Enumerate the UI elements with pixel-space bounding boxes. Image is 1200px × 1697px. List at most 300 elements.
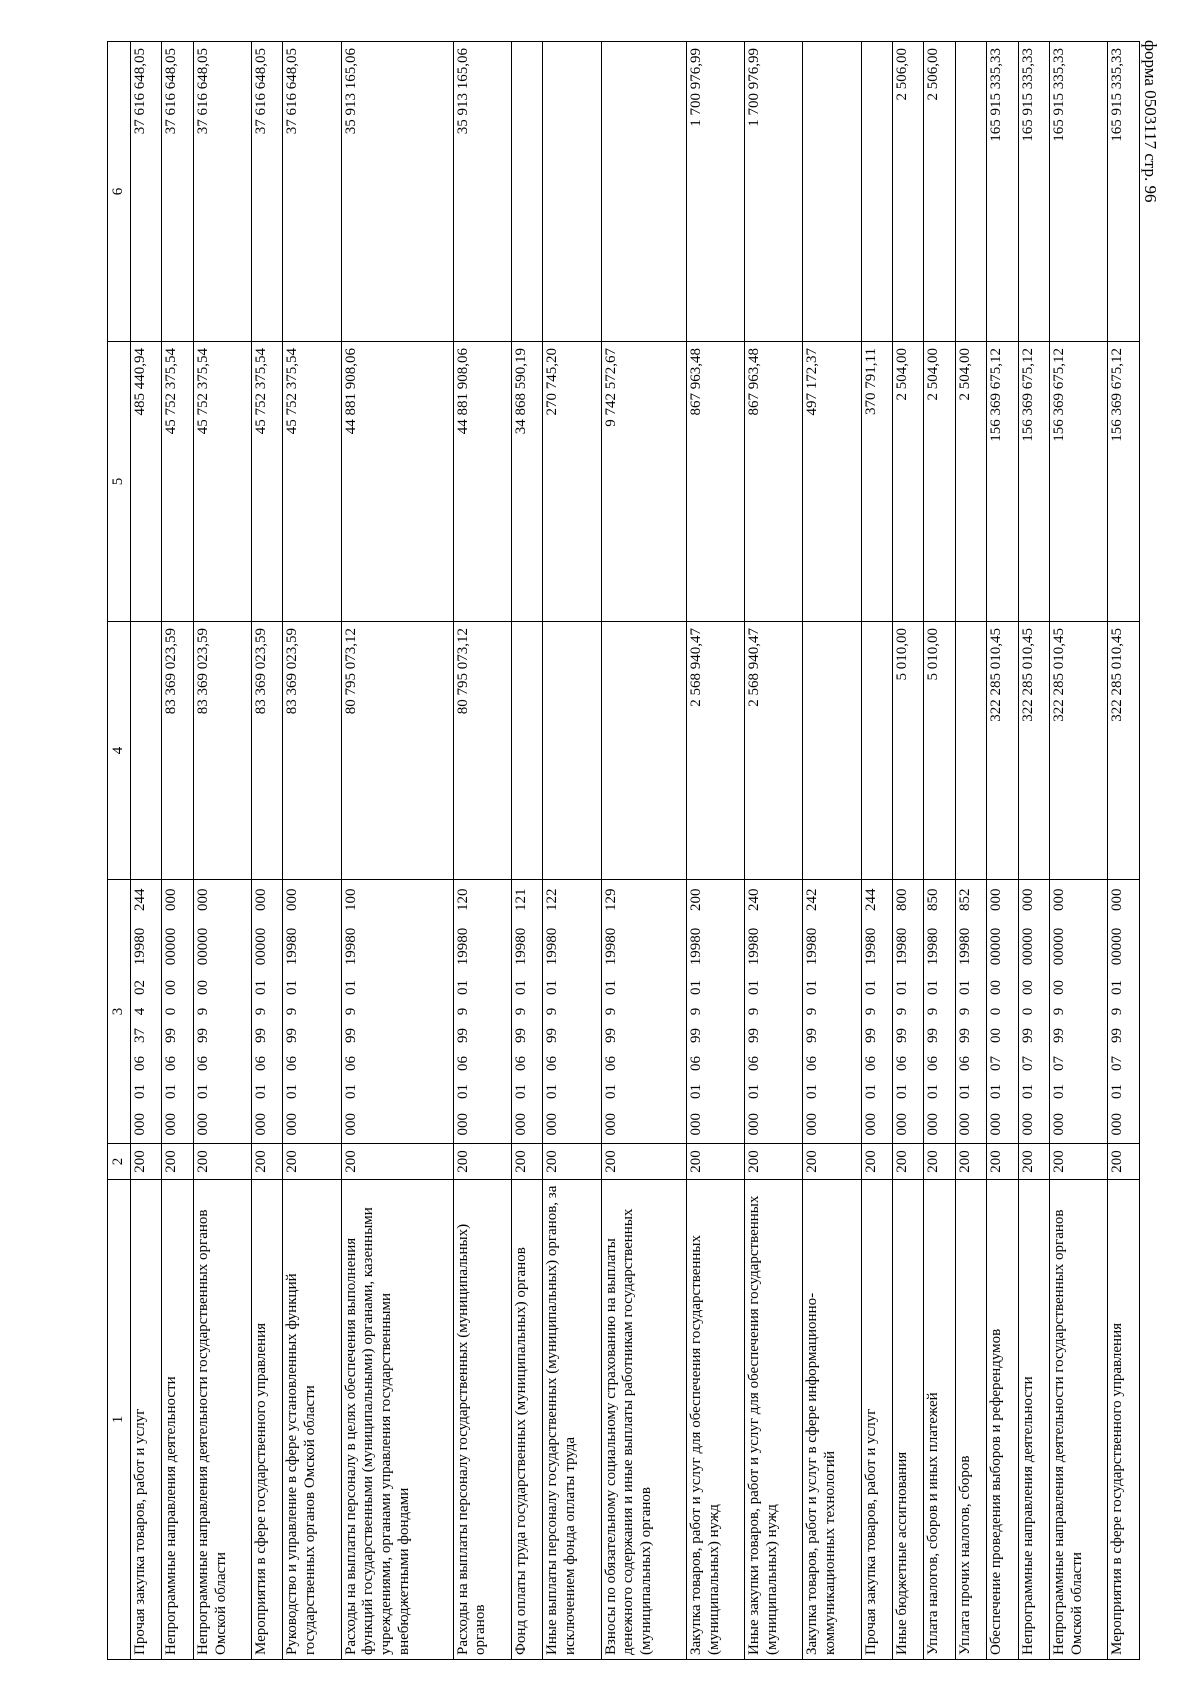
row-executed-amount: 270 745,20 bbox=[543, 342, 601, 622]
row-budget-code-part: 01 bbox=[283, 974, 341, 1002]
table-row bbox=[543, 42, 601, 1660]
row-unexecuted-amount: 165 915 335,33 bbox=[1050, 42, 1108, 342]
row-budget-code-part: 000 bbox=[341, 1106, 453, 1144]
row-executed-amount: 485 440,94 bbox=[131, 342, 162, 622]
row-unexecuted-amount bbox=[861, 42, 892, 342]
row-executed-amount: 156 369 675,12 bbox=[1108, 342, 1140, 622]
row-name: Непрограммные направления деятельности государственных органов Омской области bbox=[193, 1180, 251, 1660]
row-budget-code-part: 9 bbox=[861, 1002, 892, 1022]
row-name: Закупка товаров, работ и услуг в сфере информационно-коммуникационных технологий bbox=[803, 1180, 861, 1660]
row-budget-code-part: 99 bbox=[283, 1022, 341, 1050]
row-unexecuted-amount: 2 506,00 bbox=[893, 42, 924, 342]
row-budget-code-part: 19980 bbox=[803, 920, 861, 974]
row-budget-code-part: 242 bbox=[803, 880, 861, 920]
table-row bbox=[1108, 42, 1140, 1660]
row-budget-code-part: 06 bbox=[924, 1050, 955, 1078]
table-row bbox=[1050, 42, 1108, 1660]
row-unexecuted-amount bbox=[955, 42, 986, 342]
row-budget-code-part: 99 bbox=[803, 1022, 861, 1050]
row-name: Непрограммные направления деятельности bbox=[1018, 1180, 1049, 1660]
row-budget-code-part: 99 bbox=[341, 1022, 453, 1050]
row-name: Иные закупки товаров, работ и услуг для обеспечения государственных (муниципальных) нужд bbox=[745, 1180, 803, 1660]
row-budget-code-part: 129 bbox=[601, 880, 686, 920]
col-header-3: 3 bbox=[108, 880, 131, 1144]
row-executed-amount: 44 881 908,06 bbox=[341, 342, 453, 622]
row-budget-code-part: 120 bbox=[453, 880, 511, 920]
row-budget-code-part: 06 bbox=[955, 1050, 986, 1078]
row-budget-code-part: 99 bbox=[1050, 1022, 1108, 1050]
row-name: Обеспечение проведения выборов и референдумов bbox=[987, 1180, 1018, 1660]
row-name: Уплата прочих налогов, сборов bbox=[955, 1180, 986, 1660]
row-budget-code-part: 01 bbox=[955, 1078, 986, 1106]
row-executed-amount: 497 172,37 bbox=[803, 342, 861, 622]
row-budget-code-part: 19980 bbox=[512, 920, 543, 974]
page-label: форма 0503117 стр. 96 bbox=[1141, 40, 1160, 203]
row-budget-code-part: 01 bbox=[955, 974, 986, 1002]
row-budget-code-part: 19980 bbox=[453, 920, 511, 974]
row-budget-code-part: 00 bbox=[1050, 974, 1108, 1002]
row-budget-code-part: 06 bbox=[601, 1050, 686, 1078]
row-line-code: 200 bbox=[1108, 1144, 1140, 1180]
table-row bbox=[252, 42, 283, 1660]
row-line-code: 200 bbox=[341, 1144, 453, 1180]
row-budget-code-part: 01 bbox=[453, 1078, 511, 1106]
row-budget-code-part: 01 bbox=[193, 1078, 251, 1106]
row-budget-code-part: 06 bbox=[512, 1050, 543, 1078]
row-approved-amount: 80 795 073,12 bbox=[453, 622, 511, 880]
row-executed-amount: 867 963,48 bbox=[686, 342, 744, 622]
table-row bbox=[924, 42, 955, 1660]
row-approved-amount bbox=[803, 622, 861, 880]
row-line-code: 200 bbox=[601, 1144, 686, 1180]
row-budget-code-part: 06 bbox=[543, 1050, 601, 1078]
row-name: Уплата налогов, сборов и иных платежей bbox=[924, 1180, 955, 1660]
row-budget-code-part: 06 bbox=[861, 1050, 892, 1078]
row-budget-code-part: 00000 bbox=[1108, 920, 1140, 974]
row-budget-code-part: 19980 bbox=[924, 920, 955, 974]
row-budget-code-part: 00 bbox=[987, 974, 1018, 1002]
row-budget-code-part: 01 bbox=[162, 1078, 193, 1106]
col-header-5: 5 bbox=[108, 342, 131, 622]
row-budget-code-part: 01 bbox=[543, 1078, 601, 1106]
row-budget-code-part: 99 bbox=[543, 1022, 601, 1050]
row-budget-code-part: 9 bbox=[453, 1002, 511, 1022]
row-budget-code-part: 06 bbox=[803, 1050, 861, 1078]
row-budget-code-part: 000 bbox=[193, 1106, 251, 1144]
row-unexecuted-amount bbox=[512, 42, 543, 342]
row-budget-code-part: 01 bbox=[745, 1078, 803, 1106]
row-budget-code-part: 01 bbox=[1050, 1078, 1108, 1106]
row-name: Мероприятия в сфере государственного управления bbox=[1108, 1180, 1140, 1660]
row-unexecuted-amount: 1 700 976,99 bbox=[686, 42, 744, 342]
row-budget-code-part: 06 bbox=[252, 1050, 283, 1078]
row-budget-code-part: 01 bbox=[252, 1078, 283, 1106]
row-name: Руководство и управление в сфере установленных функций государственных органов Омской области bbox=[283, 1180, 341, 1660]
row-approved-amount bbox=[543, 622, 601, 880]
row-budget-code-part: 9 bbox=[543, 1002, 601, 1022]
row-budget-code-part: 01 bbox=[861, 1078, 892, 1106]
row-budget-code-part: 01 bbox=[686, 974, 744, 1002]
row-budget-code-part: 19980 bbox=[861, 920, 892, 974]
row-executed-amount: 867 963,48 bbox=[745, 342, 803, 622]
row-budget-code-part: 19980 bbox=[543, 920, 601, 974]
col-header-4: 4 bbox=[108, 622, 131, 880]
row-budget-code-part: 000 bbox=[162, 880, 193, 920]
row-budget-code-part: 07 bbox=[1108, 1050, 1140, 1078]
row-budget-code-part: 000 bbox=[1108, 1106, 1140, 1144]
row-budget-code-part: 000 bbox=[803, 1106, 861, 1144]
table-row bbox=[1018, 42, 1049, 1660]
row-budget-code-part: 9 bbox=[601, 1002, 686, 1022]
row-unexecuted-amount: 37 616 648,05 bbox=[283, 42, 341, 342]
row-name: Прочая закупка товаров, работ и услуг bbox=[131, 1180, 162, 1660]
row-executed-amount: 45 752 375,54 bbox=[193, 342, 251, 622]
row-budget-code-part: 4 bbox=[131, 1002, 162, 1022]
row-approved-amount: 83 369 023,59 bbox=[252, 622, 283, 880]
table-row bbox=[512, 42, 543, 1660]
table-row bbox=[193, 42, 251, 1660]
row-unexecuted-amount: 35 913 165,06 bbox=[341, 42, 453, 342]
table-row bbox=[955, 42, 986, 1660]
table-row bbox=[745, 42, 803, 1660]
row-budget-code-part: 00000 bbox=[193, 920, 251, 974]
row-budget-code-part: 000 bbox=[1050, 880, 1108, 920]
row-budget-code-part: 000 bbox=[252, 880, 283, 920]
row-budget-code-part: 9 bbox=[193, 1002, 251, 1022]
row-budget-code-part: 06 bbox=[686, 1050, 744, 1078]
row-name: Взносы по обязательному социальному страхованию на выплаты денежного содержания и иные выплаты работникам государственных (муниципальных) органов bbox=[601, 1180, 686, 1660]
row-budget-code-part: 06 bbox=[893, 1050, 924, 1078]
row-approved-amount: 83 369 023,59 bbox=[193, 622, 251, 880]
row-budget-code-part: 99 bbox=[955, 1022, 986, 1050]
row-budget-code-part: 000 bbox=[252, 1106, 283, 1144]
row-line-code: 200 bbox=[955, 1144, 986, 1180]
row-budget-code-part: 19980 bbox=[283, 920, 341, 974]
row-budget-code-part: 01 bbox=[1108, 974, 1140, 1002]
rotated-table-frame bbox=[107, 42, 1140, 1660]
row-budget-code-part: 240 bbox=[745, 880, 803, 920]
row-budget-code-part: 19980 bbox=[686, 920, 744, 974]
row-budget-code-part: 00000 bbox=[252, 920, 283, 974]
row-name: Непрограммные направления деятельности государственных органов Омской области bbox=[1050, 1180, 1108, 1660]
row-executed-amount: 45 752 375,54 bbox=[252, 342, 283, 622]
row-budget-code-part: 852 bbox=[955, 880, 986, 920]
row-budget-code-part: 19980 bbox=[341, 920, 453, 974]
row-budget-code-part: 9 bbox=[745, 1002, 803, 1022]
row-line-code: 200 bbox=[686, 1144, 744, 1180]
row-executed-amount: 45 752 375,54 bbox=[283, 342, 341, 622]
row-unexecuted-amount: 165 915 335,33 bbox=[1018, 42, 1049, 342]
row-budget-code-part: 000 bbox=[601, 1106, 686, 1144]
row-executed-amount: 370 791,11 bbox=[861, 342, 892, 622]
row-budget-code-part: 000 bbox=[131, 1106, 162, 1144]
row-budget-code-part: 99 bbox=[861, 1022, 892, 1050]
row-budget-code-part: 06 bbox=[162, 1050, 193, 1078]
row-budget-code-part: 0 bbox=[162, 1002, 193, 1022]
row-budget-code-part: 000 bbox=[1108, 880, 1140, 920]
row-budget-code-part: 01 bbox=[341, 1078, 453, 1106]
row-approved-amount: 80 795 073,12 bbox=[341, 622, 453, 880]
rotated-table-wrapper bbox=[107, 42, 1140, 1660]
row-name: Фонд оплаты труда государственных (муниципальных) органов bbox=[512, 1180, 543, 1660]
row-budget-code-part: 99 bbox=[686, 1022, 744, 1050]
row-budget-code-part: 99 bbox=[1018, 1022, 1049, 1050]
row-budget-code-part: 01 bbox=[686, 1078, 744, 1106]
row-budget-code-part: 01 bbox=[601, 1078, 686, 1106]
row-budget-code-part: 19980 bbox=[955, 920, 986, 974]
row-budget-code-part: 07 bbox=[1050, 1050, 1108, 1078]
row-approved-amount: 5 010,00 bbox=[924, 622, 955, 880]
row-budget-code-part: 9 bbox=[924, 1002, 955, 1022]
row-budget-code-part: 000 bbox=[924, 1106, 955, 1144]
row-budget-code-part: 01 bbox=[453, 974, 511, 1002]
row-budget-code-part: 01 bbox=[803, 1078, 861, 1106]
row-unexecuted-amount: 1 700 976,99 bbox=[745, 42, 803, 342]
row-budget-code-part: 01 bbox=[512, 1078, 543, 1106]
row-line-code: 200 bbox=[131, 1144, 162, 1180]
row-line-code: 200 bbox=[162, 1144, 193, 1180]
row-budget-code-part: 9 bbox=[1108, 1002, 1140, 1022]
row-budget-code-part: 00 bbox=[987, 1022, 1018, 1050]
row-budget-code-part: 06 bbox=[341, 1050, 453, 1078]
row-approved-amount: 5 010,00 bbox=[893, 622, 924, 880]
row-budget-code-part: 99 bbox=[924, 1022, 955, 1050]
row-budget-code-part: 9 bbox=[341, 1002, 453, 1022]
row-unexecuted-amount bbox=[601, 42, 686, 342]
row-budget-code-part: 99 bbox=[745, 1022, 803, 1050]
table-row bbox=[283, 42, 341, 1660]
row-budget-code-part: 99 bbox=[162, 1022, 193, 1050]
row-line-code: 200 bbox=[252, 1144, 283, 1180]
row-budget-code-part: 01 bbox=[1108, 1078, 1140, 1106]
row-executed-amount: 2 504,00 bbox=[924, 342, 955, 622]
row-budget-code-part: 01 bbox=[341, 974, 453, 1002]
row-unexecuted-amount: 2 506,00 bbox=[924, 42, 955, 342]
row-budget-code-part: 000 bbox=[193, 880, 251, 920]
row-budget-code-part: 000 bbox=[745, 1106, 803, 1144]
row-budget-code-part: 01 bbox=[543, 974, 601, 1002]
row-budget-code-part: 19980 bbox=[893, 920, 924, 974]
row-budget-code-part: 06 bbox=[131, 1050, 162, 1078]
row-budget-code-part: 000 bbox=[453, 1106, 511, 1144]
row-budget-code-part: 01 bbox=[745, 974, 803, 1002]
row-budget-code-part: 37 bbox=[131, 1022, 162, 1050]
row-budget-code-part: 06 bbox=[283, 1050, 341, 1078]
row-budget-code-part: 000 bbox=[1018, 880, 1049, 920]
row-budget-code-part: 06 bbox=[453, 1050, 511, 1078]
row-name: Расходы на выплаты персоналу в целях обеспечения выполнения функций государственными (муниципальными) органами, казенными учреждениями, органами управления государственными внебюджетными фондами bbox=[341, 1180, 453, 1660]
row-budget-code-part: 07 bbox=[1018, 1050, 1049, 1078]
row-budget-code-part: 99 bbox=[512, 1022, 543, 1050]
col-header-1: 1 bbox=[108, 1180, 131, 1660]
row-budget-code-part: 122 bbox=[543, 880, 601, 920]
table-row bbox=[601, 42, 686, 1660]
row-name: Иные выплаты персоналу государственных (муниципальных) органов, за исключением фонда оплаты труда bbox=[543, 1180, 601, 1660]
row-budget-code-part: 00000 bbox=[162, 920, 193, 974]
row-line-code: 200 bbox=[924, 1144, 955, 1180]
row-unexecuted-amount: 37 616 648,05 bbox=[193, 42, 251, 342]
row-budget-code-part: 01 bbox=[1018, 1078, 1049, 1106]
row-budget-code-part: 01 bbox=[861, 974, 892, 1002]
table-row bbox=[686, 42, 744, 1660]
table-row bbox=[453, 42, 511, 1660]
table-row bbox=[341, 42, 453, 1660]
row-budget-code-part: 00000 bbox=[1050, 920, 1108, 974]
row-approved-amount: 322 285 010,45 bbox=[1050, 622, 1108, 880]
row-budget-code-part: 00000 bbox=[987, 920, 1018, 974]
row-unexecuted-amount: 37 616 648,05 bbox=[252, 42, 283, 342]
table-row bbox=[987, 42, 1018, 1660]
row-budget-code-part: 000 bbox=[283, 1106, 341, 1144]
row-budget-code-part: 9 bbox=[1050, 1002, 1108, 1022]
row-budget-code-part: 99 bbox=[453, 1022, 511, 1050]
row-approved-amount bbox=[512, 622, 543, 880]
row-line-code: 200 bbox=[893, 1144, 924, 1180]
row-budget-code-part: 19980 bbox=[745, 920, 803, 974]
row-approved-amount bbox=[131, 622, 162, 880]
table-body bbox=[131, 42, 1140, 1660]
col-header-2: 2 bbox=[108, 1144, 131, 1180]
row-budget-code-part: 000 bbox=[686, 1106, 744, 1144]
row-approved-amount: 322 285 010,45 bbox=[987, 622, 1018, 880]
row-approved-amount: 83 369 023,59 bbox=[162, 622, 193, 880]
row-executed-amount: 44 881 908,06 bbox=[453, 342, 511, 622]
row-budget-code-part: 19980 bbox=[131, 920, 162, 974]
row-name: Расходы на выплаты персоналу государственных (муниципальных) органов bbox=[453, 1180, 511, 1660]
row-budget-code-part: 000 bbox=[512, 1106, 543, 1144]
row-budget-code-part: 01 bbox=[283, 1078, 341, 1106]
row-executed-amount: 9 742 572,67 bbox=[601, 342, 686, 622]
row-line-code: 200 bbox=[987, 1144, 1018, 1180]
row-executed-amount: 2 504,00 bbox=[955, 342, 986, 622]
row-budget-code-part: 02 bbox=[131, 974, 162, 1002]
row-budget-code-part: 850 bbox=[924, 880, 955, 920]
row-budget-code-part: 000 bbox=[893, 1106, 924, 1144]
row-approved-amount bbox=[601, 622, 686, 880]
row-budget-code-part: 99 bbox=[252, 1022, 283, 1050]
row-line-code: 200 bbox=[543, 1144, 601, 1180]
column-number-row bbox=[108, 42, 131, 1660]
row-budget-code-part: 244 bbox=[861, 880, 892, 920]
row-budget-code-part: 99 bbox=[1108, 1022, 1140, 1050]
row-budget-code-part: 01 bbox=[924, 974, 955, 1002]
row-unexecuted-amount: 37 616 648,05 bbox=[131, 42, 162, 342]
row-name: Мероприятия в сфере государственного управления bbox=[252, 1180, 283, 1660]
row-budget-code-part: 9 bbox=[955, 1002, 986, 1022]
row-budget-code-part: 01 bbox=[601, 974, 686, 1002]
row-budget-code-part: 01 bbox=[803, 974, 861, 1002]
row-budget-code-part: 01 bbox=[924, 1078, 955, 1106]
row-budget-code-part: 244 bbox=[131, 880, 162, 920]
row-unexecuted-amount: 165 915 335,33 bbox=[1108, 42, 1140, 342]
row-budget-code-part: 0 bbox=[1018, 1002, 1049, 1022]
row-budget-code-part: 000 bbox=[987, 880, 1018, 920]
table-row bbox=[861, 42, 892, 1660]
row-unexecuted-amount bbox=[803, 42, 861, 342]
row-budget-code-part: 000 bbox=[1050, 1106, 1108, 1144]
row-name: Прочая закупка товаров, работ и услуг bbox=[861, 1180, 892, 1660]
row-executed-amount: 2 504,00 bbox=[893, 342, 924, 622]
row-approved-amount bbox=[955, 622, 986, 880]
row-unexecuted-amount bbox=[543, 42, 601, 342]
row-unexecuted-amount: 35 913 165,06 bbox=[453, 42, 511, 342]
row-budget-code-part: 121 bbox=[512, 880, 543, 920]
row-budget-code-part: 9 bbox=[686, 1002, 744, 1022]
row-executed-amount: 156 369 675,12 bbox=[987, 342, 1018, 622]
row-name: Закупка товаров, работ и услуг для обеспечения государственных (муниципальных) нужд bbox=[686, 1180, 744, 1660]
row-budget-code-part: 000 bbox=[987, 1106, 1018, 1144]
table-row bbox=[893, 42, 924, 1660]
row-budget-code-part: 000 bbox=[162, 1106, 193, 1144]
row-budget-code-part: 000 bbox=[861, 1106, 892, 1144]
row-budget-code-part: 0 bbox=[987, 1002, 1018, 1022]
row-budget-code-part: 99 bbox=[601, 1022, 686, 1050]
row-budget-code-part: 000 bbox=[283, 880, 341, 920]
row-unexecuted-amount: 165 915 335,33 bbox=[987, 42, 1018, 342]
row-budget-code-part: 01 bbox=[512, 974, 543, 1002]
row-budget-code-part: 06 bbox=[745, 1050, 803, 1078]
row-line-code: 200 bbox=[512, 1144, 543, 1180]
row-budget-code-part: 00000 bbox=[1018, 920, 1049, 974]
row-line-code: 200 bbox=[1050, 1144, 1108, 1180]
row-budget-code-part: 01 bbox=[987, 1078, 1018, 1106]
row-line-code: 200 bbox=[193, 1144, 251, 1180]
row-budget-code-part: 200 bbox=[686, 880, 744, 920]
row-budget-code-part: 000 bbox=[1018, 1106, 1049, 1144]
row-budget-code-part: 99 bbox=[193, 1022, 251, 1050]
col-header-6: 6 bbox=[108, 42, 131, 342]
row-budget-code-part: 99 bbox=[893, 1022, 924, 1050]
row-budget-code-part: 01 bbox=[252, 974, 283, 1002]
row-approved-amount: 83 369 023,59 bbox=[283, 622, 341, 880]
row-line-code: 200 bbox=[861, 1144, 892, 1180]
row-approved-amount: 322 285 010,45 bbox=[1108, 622, 1140, 880]
row-budget-code-part: 800 bbox=[893, 880, 924, 920]
row-budget-code-part: 9 bbox=[512, 1002, 543, 1022]
row-name: Непрограммные направления деятельности bbox=[162, 1180, 193, 1660]
row-budget-code-part: 000 bbox=[543, 1106, 601, 1144]
row-budget-code-part: 00 bbox=[193, 974, 251, 1002]
row-budget-code-part: 00 bbox=[162, 974, 193, 1002]
row-budget-code-part: 9 bbox=[252, 1002, 283, 1022]
row-budget-code-part: 100 bbox=[341, 880, 453, 920]
row-budget-code-part: 01 bbox=[893, 1078, 924, 1106]
row-executed-amount: 156 369 675,12 bbox=[1018, 342, 1049, 622]
row-line-code: 200 bbox=[745, 1144, 803, 1180]
row-budget-code-part: 000 bbox=[955, 1106, 986, 1144]
row-line-code: 200 bbox=[453, 1144, 511, 1180]
row-budget-code-part: 00 bbox=[1018, 974, 1049, 1002]
row-executed-amount: 156 369 675,12 bbox=[1050, 342, 1108, 622]
row-executed-amount: 45 752 375,54 bbox=[162, 342, 193, 622]
budget-execution-table bbox=[107, 41, 1140, 1660]
row-budget-code-part: 06 bbox=[193, 1050, 251, 1078]
row-budget-code-part: 9 bbox=[803, 1002, 861, 1022]
table-row bbox=[162, 42, 193, 1660]
row-budget-code-part: 9 bbox=[893, 1002, 924, 1022]
row-budget-code-part: 01 bbox=[131, 1078, 162, 1106]
table-row bbox=[803, 42, 861, 1660]
row-approved-amount: 322 285 010,45 bbox=[1018, 622, 1049, 880]
row-budget-code-part: 9 bbox=[283, 1002, 341, 1022]
row-approved-amount bbox=[861, 622, 892, 880]
row-approved-amount: 2 568 940,47 bbox=[745, 622, 803, 880]
row-approved-amount: 2 568 940,47 bbox=[686, 622, 744, 880]
row-budget-code-part: 01 bbox=[893, 974, 924, 1002]
row-budget-code-part: 07 bbox=[987, 1050, 1018, 1078]
row-unexecuted-amount: 37 616 648,05 bbox=[162, 42, 193, 342]
row-executed-amount: 34 868 590,19 bbox=[512, 342, 543, 622]
